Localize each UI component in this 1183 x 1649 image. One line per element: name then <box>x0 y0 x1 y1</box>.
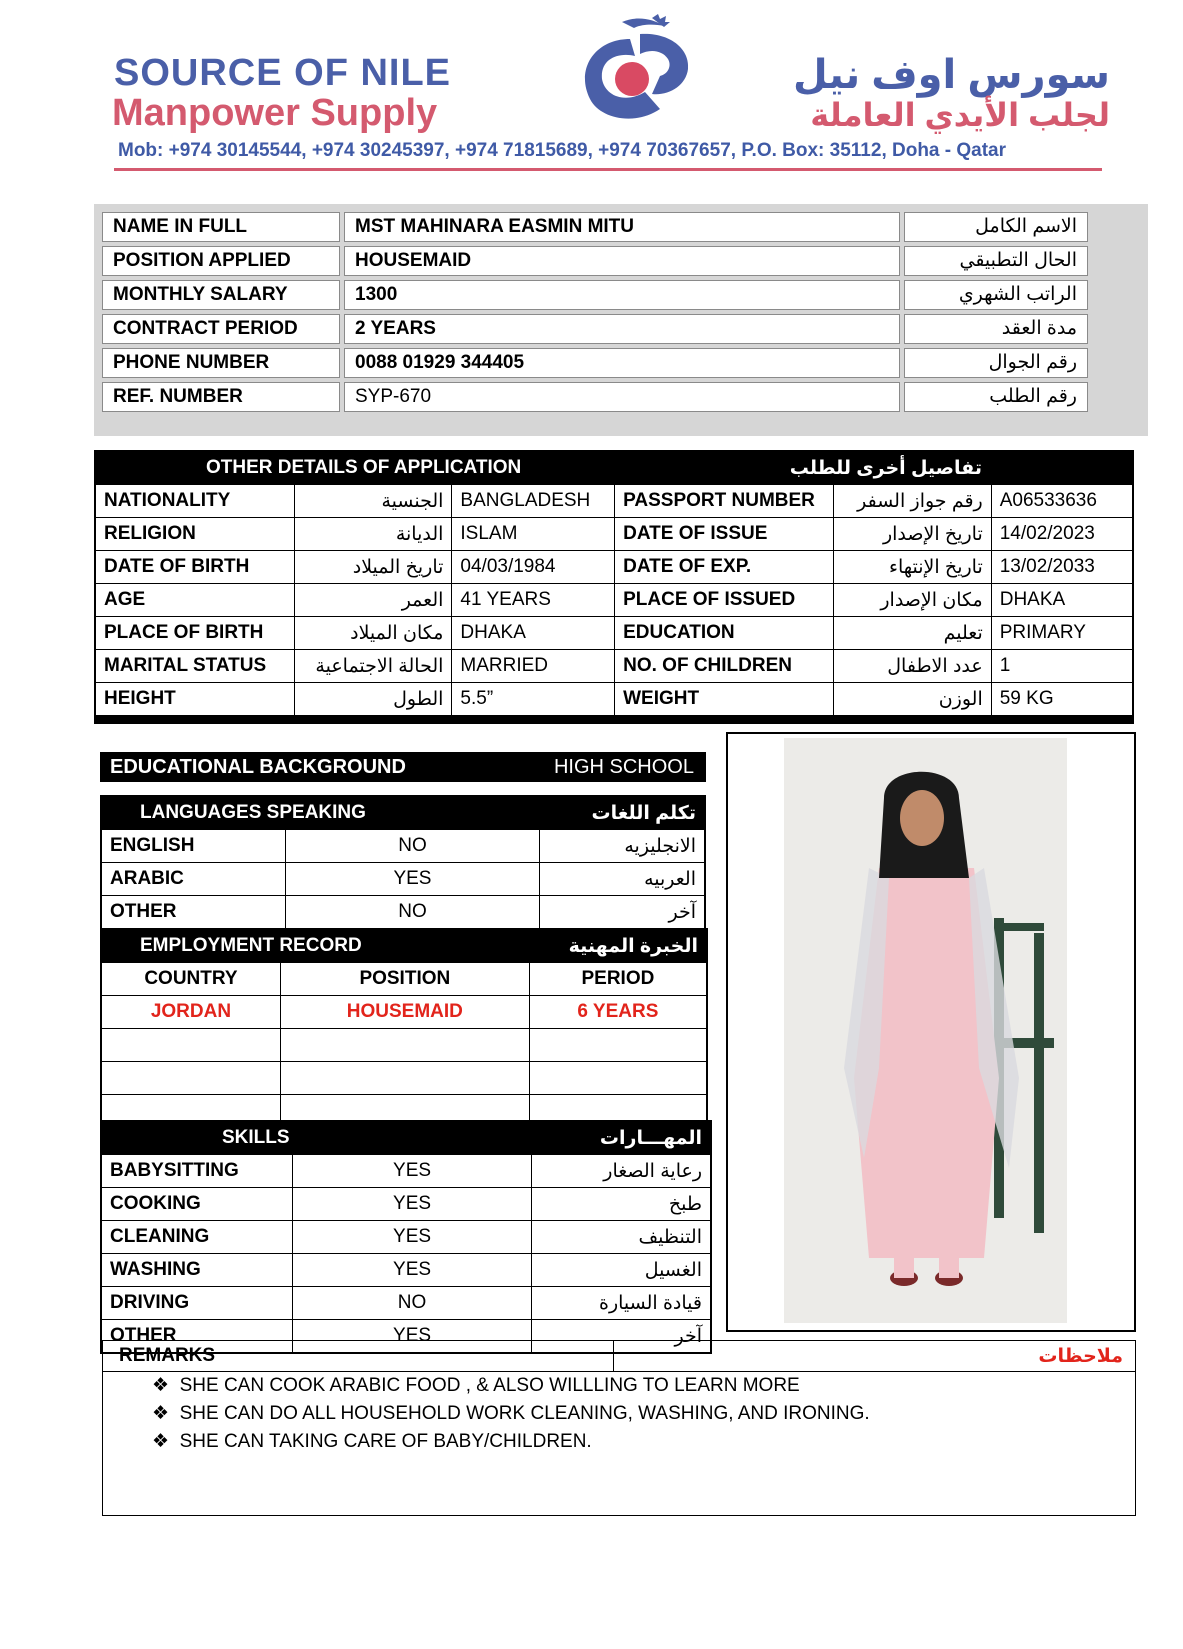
field-label-arabic: الديانة <box>294 518 451 551</box>
employment-period <box>529 1029 707 1062</box>
other-details-row <box>95 518 1133 551</box>
info-label: PHONE NUMBER <box>102 348 340 378</box>
skills-table <box>100 1120 712 1354</box>
remark-text: SHE CAN DO ALL HOUSEHOLD WORK CLEANING, WASHING, AND IRONING. <box>179 1403 870 1424</box>
brand-tagline-arabic: لجلب الأيدي العاملة <box>810 97 1110 133</box>
field-label-arabic: تعليم <box>834 617 991 650</box>
info-label: REF. NUMBER <box>102 382 340 412</box>
skill-name-arabic: رعاية الصغار <box>531 1155 711 1188</box>
other-details-row <box>95 551 1133 584</box>
field-value: MARRIED <box>452 650 615 683</box>
contact-info: Mob: +974 30145544, +974 30245397, +974 71815689, +974 70367657, P.O. Box: 35112, Doha - Qatar <box>118 140 1007 161</box>
field-label-arabic: مكان الإصدار <box>834 584 991 617</box>
field-value: 13/02/2033 <box>991 551 1133 584</box>
language-name-arabic: العربيه <box>539 863 705 896</box>
other-details-row <box>95 617 1133 650</box>
info-value: HOUSEMAID <box>344 246 900 276</box>
languages-header <box>101 796 705 830</box>
remarks-box <box>102 1340 1136 1516</box>
field-label-arabic: رقم جواز السفر <box>834 485 991 518</box>
other-details-title: OTHER DETAILS OF APPLICATION <box>95 451 615 485</box>
skill-name-arabic: الغسيل <box>531 1254 711 1287</box>
education-bar <box>100 752 706 782</box>
languages-title-arabic: تكلم اللغات <box>539 796 705 830</box>
remarks-divider <box>613 1341 614 1371</box>
employment-row <box>101 1029 707 1062</box>
brand-tagline-english: Manpower Supply <box>112 92 438 134</box>
language-name-arabic: آخر <box>539 896 705 930</box>
other-details-row <box>95 485 1133 518</box>
other-details-title-arabic: تفاصيل أخرى للطلب <box>615 451 1133 485</box>
field-label-arabic: تاريخ الإنتهاء <box>834 551 991 584</box>
field-value: 14/02/2023 <box>991 518 1133 551</box>
field-label: MARITAL STATUS <box>95 650 294 683</box>
language-value: YES <box>286 863 540 896</box>
field-value: 1 <box>991 650 1133 683</box>
language-name: OTHER <box>101 896 286 930</box>
skill-name-arabic: التنظيف <box>531 1221 711 1254</box>
skill-name: OTHER <box>101 1320 293 1354</box>
language-name: ARABIC <box>101 863 286 896</box>
employment-position <box>280 1062 529 1095</box>
remarks-label: REMARKS <box>119 1345 216 1366</box>
skills-title-arabic: المهـــارات <box>531 1121 711 1155</box>
languages-title: LANGUAGES SPEAKING <box>101 796 539 830</box>
employment-period <box>529 1062 707 1095</box>
employment-country: JORDAN <box>101 996 280 1029</box>
employment-position <box>280 1029 529 1062</box>
field-value: 5.5” <box>452 683 615 717</box>
brand-name-arabic: سورس اوف نيل <box>793 53 1110 97</box>
remarks-header <box>103 1341 1135 1372</box>
skill-row <box>101 1287 711 1320</box>
company-logo <box>560 14 710 134</box>
field-label-arabic: الوزن <box>834 683 991 717</box>
field-label: PLACE OF ISSUED <box>615 584 834 617</box>
skill-value: YES <box>293 1221 532 1254</box>
skill-value: NO <box>293 1287 532 1320</box>
field-label-arabic: عدد الاطفال <box>834 650 991 683</box>
info-value: 1300 <box>344 280 900 310</box>
skill-name: DRIVING <box>101 1287 293 1320</box>
other-details-row <box>95 683 1133 717</box>
skill-value: YES <box>293 1155 532 1188</box>
field-value: PRIMARY <box>991 617 1133 650</box>
info-label-arabic: رقم الطلب <box>904 382 1088 412</box>
info-label: POSITION APPLIED <box>102 246 340 276</box>
employment-title: EMPLOYMENT RECORD <box>101 929 529 963</box>
field-value: DHAKA <box>991 584 1133 617</box>
field-label: NATIONALITY <box>95 485 294 518</box>
employment-country <box>101 1062 280 1095</box>
skills-title: SKILLS <box>101 1121 531 1155</box>
info-label-arabic: الراتب الشهري <box>904 280 1088 310</box>
bullet-icon: ❖ <box>152 1375 170 1396</box>
info-value: MST MAHINARA EASMIN MITU <box>344 212 900 242</box>
skill-name-arabic: قيادة السيارة <box>531 1287 711 1320</box>
field-value: BANGLADESH <box>452 485 615 518</box>
field-label-arabic: تاريخ الميلاد <box>294 551 451 584</box>
field-value: DHAKA <box>452 617 615 650</box>
field-label-arabic: العمر <box>294 584 451 617</box>
field-value: 41 YEARS <box>452 584 615 617</box>
skill-value: YES <box>293 1254 532 1287</box>
field-label-arabic: الحالة الاجتماعية <box>294 650 451 683</box>
remark-item <box>152 1430 592 1453</box>
field-label: DATE OF EXP. <box>615 551 834 584</box>
skill-row <box>101 1221 711 1254</box>
header-divider <box>114 168 1102 171</box>
info-label: NAME IN FULL <box>102 212 340 242</box>
skill-name: WASHING <box>101 1254 293 1287</box>
field-label: DATE OF BIRTH <box>95 551 294 584</box>
field-value: 59 KG <box>991 683 1133 717</box>
employment-table <box>100 928 708 1129</box>
language-value: NO <box>286 896 540 930</box>
field-label: HEIGHT <box>95 683 294 717</box>
field-label-arabic: تاريخ الإصدار <box>834 518 991 551</box>
skill-name: CLEANING <box>101 1221 293 1254</box>
bullet-icon: ❖ <box>152 1403 170 1424</box>
education-value: HIGH SCHOOL <box>553 756 694 778</box>
info-value: 0088 01929 344405 <box>344 348 900 378</box>
employment-country <box>101 1029 280 1062</box>
language-row <box>101 896 705 930</box>
employment-row <box>101 1062 707 1095</box>
field-label: RELIGION <box>95 518 294 551</box>
field-label-arabic: مكان الميلاد <box>294 617 451 650</box>
other-details-table <box>94 450 1134 717</box>
remark-text: SHE CAN TAKING CARE OF BABY/CHILDREN. <box>179 1431 592 1452</box>
employment-period: 6 YEARS <box>529 996 707 1029</box>
skill-name: BABYSITTING <box>101 1155 293 1188</box>
education-label: EDUCATIONAL BACKGROUND <box>110 756 406 778</box>
field-label-arabic: الجنسية <box>294 485 451 518</box>
info-label-arabic: الحال التطبيقي <box>904 246 1088 276</box>
employment-position: HOUSEMAID <box>280 996 529 1029</box>
other-details-row <box>95 584 1133 617</box>
column-header-period: PERIOD <box>529 963 707 996</box>
skill-row <box>101 1188 711 1221</box>
employment-row <box>101 996 707 1029</box>
languages-table <box>100 795 706 930</box>
brand-name-english: SOURCE OF NILE <box>114 52 452 94</box>
info-label-arabic: رقم الجوال <box>904 348 1088 378</box>
language-name: ENGLISH <box>101 830 286 863</box>
remark-item <box>152 1374 800 1397</box>
field-value: 04/03/1984 <box>452 551 615 584</box>
field-label-arabic: الطول <box>294 683 451 717</box>
employment-header <box>101 929 707 963</box>
info-value: SYP-670 <box>344 382 900 412</box>
column-header-country: COUNTRY <box>101 963 280 996</box>
field-label: PASSPORT NUMBER <box>615 485 834 518</box>
language-row <box>101 863 705 896</box>
applicant-info-panel <box>94 204 1148 436</box>
skills-header <box>101 1121 711 1155</box>
language-row <box>101 830 705 863</box>
info-label-arabic: الاسم الكامل <box>904 212 1088 242</box>
field-label: WEIGHT <box>615 683 834 717</box>
field-label: PLACE OF BIRTH <box>95 617 294 650</box>
skill-name-arabic: طبخ <box>531 1188 711 1221</box>
info-value: 2 YEARS <box>344 314 900 344</box>
remark-text: SHE CAN COOK ARABIC FOOD , & ALSO WILLLING TO LEARN MORE <box>179 1375 800 1396</box>
applicant-photo <box>784 738 1067 1323</box>
skill-value: YES <box>293 1188 532 1221</box>
field-label: EDUCATION <box>615 617 834 650</box>
field-label: NO. OF CHILDREN <box>615 650 834 683</box>
field-value: A06533636 <box>991 485 1133 518</box>
field-label: AGE <box>95 584 294 617</box>
info-label-arabic: مدة العقد <box>904 314 1088 344</box>
column-header-position: POSITION <box>280 963 529 996</box>
bullet-icon: ❖ <box>152 1431 170 1452</box>
language-name-arabic: الانجليزيه <box>539 830 705 863</box>
skill-name: COOKING <box>101 1188 293 1221</box>
language-value: NO <box>286 830 540 863</box>
remarks-label-arabic: ملاحظات <box>1038 1346 1123 1367</box>
skill-value: YES <box>293 1320 532 1354</box>
employment-columns <box>101 963 707 996</box>
employment-title-arabic: الخبرة المهنية <box>529 929 707 963</box>
skill-row <box>101 1155 711 1188</box>
remark-item <box>152 1402 870 1425</box>
other-details-bottom-bar <box>94 716 1134 724</box>
other-details-row <box>95 650 1133 683</box>
info-label: CONTRACT PERIOD <box>102 314 340 344</box>
field-label: DATE OF ISSUE <box>615 518 834 551</box>
field-value: ISLAM <box>452 518 615 551</box>
other-details-header <box>95 451 1133 485</box>
skill-row <box>101 1254 711 1287</box>
skill-name-arabic: آخر <box>531 1320 711 1354</box>
info-label: MONTHLY SALARY <box>102 280 340 310</box>
